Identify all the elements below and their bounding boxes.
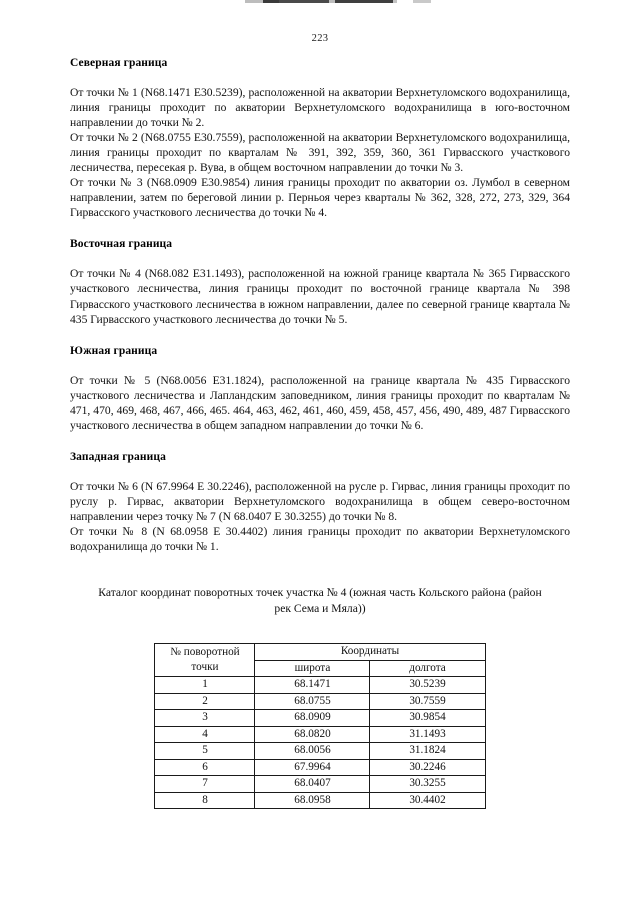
paragraph-north-1: От точки № 1 (N68.1471 E30.5239), расположенной на акватории Верхнетуломского водохранилища, линия границы проходит по акватории Верхнетуломского водохранилища в юго-восточном направлении до точки № 2.: [70, 86, 570, 130]
cell-longitude: 30.4402: [370, 792, 485, 809]
table-header-coordinates-group: Координаты: [255, 644, 485, 661]
scan-edge-artifact: [245, 0, 445, 3]
catalog-title-line1: Каталог координат поворотных точек участка № 4 (южная часть Кольского района (район: [98, 586, 542, 600]
cell-latitude: 68.0755: [255, 693, 370, 710]
table-header-point-number: [155, 644, 255, 677]
cell-latitude: 68.0958: [255, 792, 370, 809]
document-body: [70, 56, 570, 809]
table-row: [155, 677, 485, 694]
section-heading-western: Западная граница: [70, 450, 166, 463]
page-number: 223: [311, 33, 329, 44]
section-heading-southern: Южная граница: [70, 344, 158, 357]
table-row: [155, 693, 485, 710]
paragraph-north-3: От точки № 3 (N68.0909 E30.9854) линия границы проходит по акватории оз. Лумбол в северном направлении, затем по береговой линии р. Перньоя через кварталы № 362, 328, 272, 273, 329, 364 Гирвасского участкового лесничества до точки № 4.: [70, 176, 570, 220]
coordinates-table-wrapper: [70, 643, 570, 809]
cell-longitude: 30.3255: [370, 776, 485, 793]
table-row: [155, 710, 485, 727]
cell-longitude: 30.7559: [370, 693, 485, 710]
cell-point-number: 3: [155, 710, 255, 727]
cell-point-number: 1: [155, 677, 255, 694]
spacer: [70, 464, 570, 479]
paragraph-west-1: От точки № 6 (N 67.9964 E 30.2246), расположенной на русле р. Гирвас, линия границы проходит по руслу р. Гирвас, акватории Верхнетуломского водохранилища в общем северо-восточном направлении через точку № 7 (N 68.0407 E 30.3255) до точки № 8.: [70, 479, 570, 523]
table-row: [155, 792, 485, 809]
table-row: [155, 743, 485, 760]
table-header-row-top: [155, 644, 485, 661]
coordinates-table: [154, 643, 485, 809]
cell-longitude: 31.1493: [370, 726, 485, 743]
cell-latitude: 68.1471: [255, 677, 370, 694]
spacer: [70, 327, 570, 344]
section-heading-eastern: Восточная граница: [70, 238, 173, 251]
table-header-latitude: широта: [255, 660, 370, 677]
cell-latitude: 68.0820: [255, 726, 370, 743]
coordinates-table-body: [155, 677, 485, 809]
table-row: [155, 776, 485, 793]
cell-longitude: 31.1824: [370, 743, 485, 760]
cell-longitude: 30.2246: [370, 759, 485, 776]
cell-point-number: 5: [155, 743, 255, 760]
paragraph-south-1: От точки № 5 (N68.0056 E31.1824), расположенной на границе квартала № 435 Гирвасского участкового лесничества и Лапландским заповедником, линия границы проходит по кварталам № 471, 470, 469, 468, 467, 466, 465. 464, 463, 462, 461, 460, 459, 458, 457, 456, 490, 489, 487 Гирвасского участкового лесничества в общем западном направлении до точки № 6.: [70, 373, 570, 432]
spacer: [70, 433, 570, 450]
cell-longitude: 30.9854: [370, 710, 485, 727]
paragraph-east-1: От точки № 4 (N68.082 E31.1493), расположенной на южной границе квартала № 365 Гирвасского участкового лесничества, линия границы проходит по восточной границе квартала № 398 Гирвасского участкового лесничества в южном направлении, далее по северной границе квартала № 435 Гирвасского участкового лесничества до точки № 5.: [70, 267, 570, 326]
table-header-point-number-line2: точки: [191, 660, 219, 673]
spacer: [70, 70, 570, 85]
cell-point-number: 2: [155, 693, 255, 710]
paragraph-west-2: От точки № 8 (N 68.0958 E 30.4402) линия границы проходит по акватории Верхнетуломского водохранилища до точки № 1.: [70, 524, 570, 553]
catalog-title-line2: рек Сема и Мяла)): [274, 601, 366, 615]
cell-latitude: 67.9964: [255, 759, 370, 776]
paragraph-north-2: От точки № 2 (N68.0755 E30.7559), расположенной на акватории Верхнетуломского водохранилища, линия границы проходит по кварталам № 391, 392, 359, 360, 361 Гирвасского участкового лесничества, пересекая р. Вува, в общем восточном направлении до точки № 3.: [70, 131, 570, 175]
spacer: [70, 358, 570, 373]
cell-longitude: 30.5239: [370, 677, 485, 694]
section-heading-northern: Северная граница: [70, 57, 168, 69]
table-header-longitude: долгота: [370, 660, 485, 677]
cell-point-number: 4: [155, 726, 255, 743]
cell-point-number: 8: [155, 792, 255, 809]
spacer: [70, 251, 570, 266]
cell-latitude: 68.0909: [255, 710, 370, 727]
catalog-title: [70, 585, 570, 616]
cell-latitude: 68.0407: [255, 776, 370, 793]
spacer: [70, 220, 570, 237]
cell-point-number: 7: [155, 776, 255, 793]
cell-latitude: 68.0056: [255, 743, 370, 760]
table-header-point-number-line1: № поворотной: [170, 646, 240, 659]
table-row: [155, 759, 485, 776]
table-row: [155, 726, 485, 743]
cell-point-number: 6: [155, 759, 255, 776]
